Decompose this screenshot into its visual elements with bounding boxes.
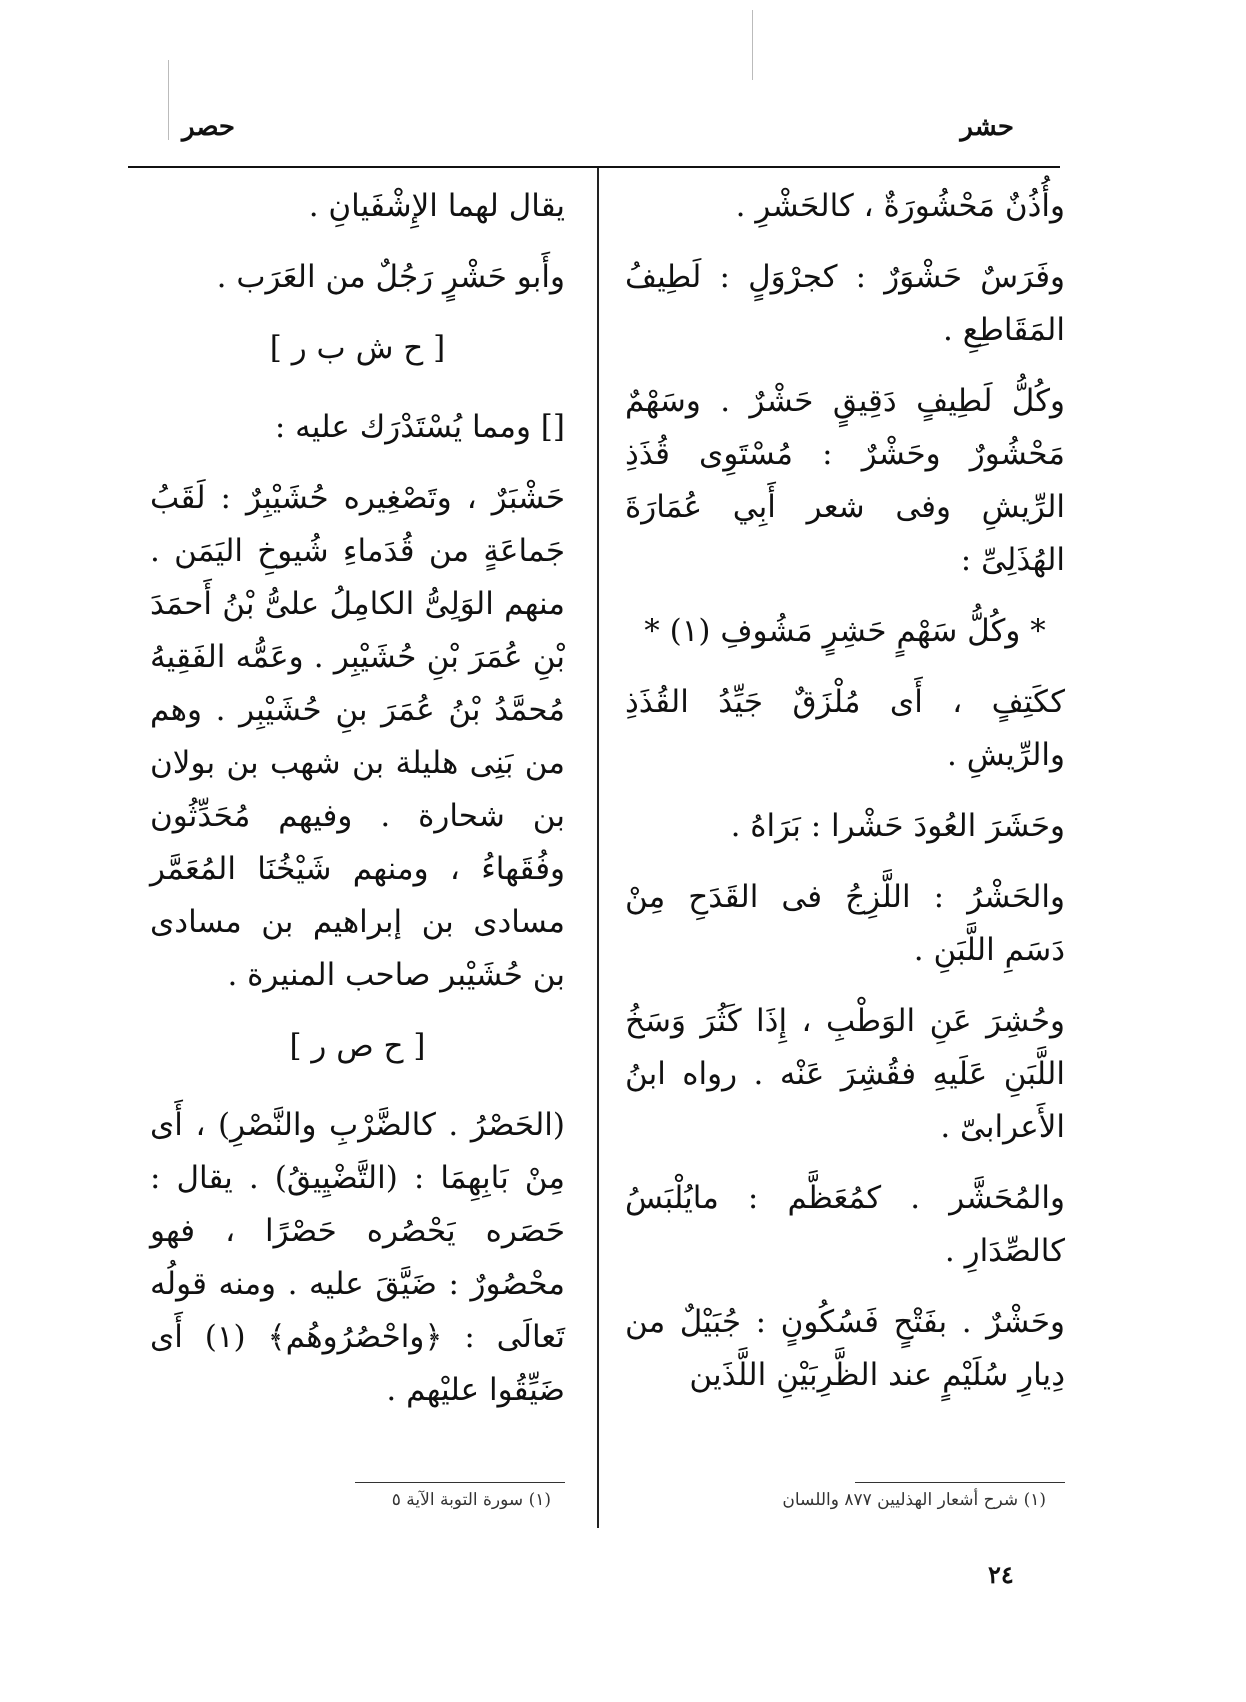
scan-artifact	[168, 60, 169, 140]
entry-paragraph: وكُلُّ لَطِيفٍ دَقِيقٍ حَشْرٌ . وسَهْمٌ مَحْشُورٌ وحَشْرٌ : مُسْتَوِى قُذَذِ الرِّيشِ وفى شعر أَبِي عُمَارَةَ الهُذَلِىِّ :	[625, 383, 1065, 578]
header-rule	[128, 166, 1060, 168]
entry-paragraph: وحَشَرَ العُودَ حَشْرا : بَرَاهُ .	[730, 808, 1065, 844]
root-heading: [ ح ش ب ر ]	[269, 330, 446, 366]
verse-line: * وكُلُّ سَهْمٍ حَشِرٍ مَشُوفِ (١) *	[644, 613, 1046, 649]
column-divider	[597, 168, 599, 1528]
footnote-rule-right	[855, 1482, 1065, 1483]
scan-artifact	[752, 10, 753, 80]
footnote-left: (١) سورة التوبة الآية ٥	[391, 1490, 551, 1510]
entry-paragraph: وحُشِرَ عَنِ الوَطْبِ ، إِذَا كَثُرَ وَسَخُ اللَّبَنِ عَلَيهِ فقُشِرَ عَنْه . رواه ابنُ الأَعرابىّ .	[625, 1003, 1065, 1145]
entry-paragraph: وحَشْرٌ . بفَتْحٍ فَسُكُونٍ : جُبَيْلٌ من دِيارِ سُلَيْمٍ عند الظَّرِبَيْنِ اللَّذَين	[625, 1304, 1065, 1393]
entry-paragraph: وفَرَسٌ حَشْوَرٌ : كجرْوَلٍ : لَطِيفُ المَقَاطِعِ .	[625, 259, 1065, 348]
root-heading: [ ح ص ر ]	[289, 1028, 426, 1064]
entry-paragraph: (الحَصْرُ . كالضَّرْبِ والنَّصْرِ) ، أَى مِنْ بَابِهِمَا : (التَّضْيِيقُ) . يقال : حَصَره يَحْصُره حَصْرًا ، فهو محْصُورٌ : ضَيَّقَ عليه . ومنه قولُه تَعالَى : ﴿واحْصُرُوهُم﴾ (١) أَى ضَيِّقُوا عليْهم .	[150, 1107, 565, 1408]
entry-paragraph: وأُذُنٌ مَحْشُورَةٌ ، كالحَشْرِ .	[735, 188, 1065, 224]
added-note: [] ومما يُسْتَدْرَك عليه :	[274, 409, 565, 445]
left-column	[150, 180, 565, 1435]
entry-paragraph: والحَشْرُ : اللَّزِجُ فى القَدَحِ مِنْ دَسَمِ اللَّبَنِ .	[625, 879, 1065, 968]
running-header-left: حصر	[182, 112, 235, 142]
entry-paragraph: والمُحَشَّر . كمُعَظَّم : مايُلْبَسُ كالصِّدَارِ .	[625, 1180, 1065, 1269]
entry-paragraph: وأَبو حَشْرٍ رَجُلٌ من العَرَب .	[216, 259, 565, 295]
entry-paragraph: يقال لهما الإِشْفَيانِ .	[308, 188, 565, 224]
footnote-right: (١) شرح أشعار الهذليين ٨٧٧ واللسان	[782, 1490, 1046, 1510]
entry-paragraph: ككَتِفٍ ، أَى مُلْزَقٌ جَيِّدُ القُذَذِ والرِّيشِ .	[625, 684, 1065, 773]
running-header-right: حشر	[960, 112, 1014, 142]
footnote-rule-left	[355, 1482, 565, 1483]
page-number: ٢٤	[988, 1560, 1014, 1589]
entry-paragraph: حَشْبَرٌ ، وتَصْغِيره حُشَيْبِرٌ : لَقَبُ جَماعَةٍ من قُدَماءِ شُيوخِ اليَمَن . منهم الوَلِىُّ الكامِلُ علىُّ بْنُ أَحمَدَ بْنِ عُمَرَ بْنِ حُشَيْبِر . وعَمُّه الفَقِيهُ مُحمَّدُ بْنُ عُمَرَ بنِ حُشَيْبِر . وهم من بَنِى هليلة بن شهب بن بولان بن شحارة . وفيهم مُحَدِّثُون وفُقَهاءُ ، ومنهم شَيْخُنَا المُعَمَّر مسادى بن إبراهيم بن مسادى بن حُشَيْبر صاحب المنيرة .	[150, 480, 565, 993]
right-column	[625, 180, 1065, 1420]
